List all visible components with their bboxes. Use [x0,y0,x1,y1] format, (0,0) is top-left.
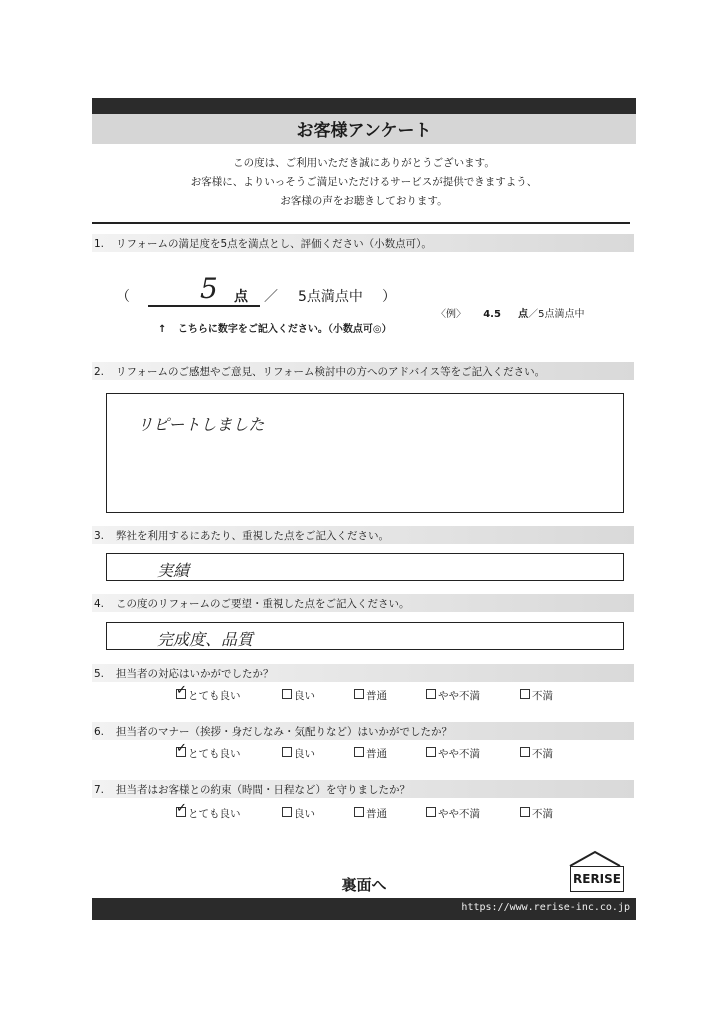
q1-text: リフォームの満足度を5点を満点とし、評価ください（小数点可）。 [116,238,432,250]
checkbox-icon[interactable] [354,807,364,817]
q6-option-very-good[interactable] [176,746,241,761]
q6-option-somewhat-dissatisfied[interactable] [426,746,480,761]
q5-option-average[interactable] [354,688,387,703]
q5-option-good[interactable] [282,688,315,703]
q2-number: 2. [94,366,105,378]
intro-text [92,154,636,211]
checkbox-icon[interactable] [520,807,530,817]
next-page-label: 裏面へ [341,876,387,894]
q6-label [94,724,452,739]
option-label: 良い [294,808,315,820]
intro-line: お客様の声をお聴きしております。 [280,195,448,207]
q1-example-value: 4.5 [483,309,501,320]
q1-hint-text: こちらに数字をご記入ください。（小数点可◎） [177,324,392,335]
checkbox-icon[interactable] [354,689,364,699]
up-arrow-icon: ↑ [158,324,167,335]
q3-number: 3. [94,530,105,542]
brand-logo: RERISE [570,866,624,892]
q3-answer-box[interactable] [106,553,624,581]
q1-example [436,305,584,320]
q7-text: 担当者はお客様との約束（時間・日程など）を守りましたか？ [116,784,410,796]
q1-scale: 5点満点中 [298,289,363,305]
option-label: 普通 [366,808,387,820]
checkbox-icon[interactable] [426,807,436,817]
q3-text: 弊社を利用するにあたり、重視した点をご記入ください。 [116,530,389,542]
q6-number: 6. [94,726,105,738]
checkbox-icon[interactable] [282,747,292,757]
checkbox-checked-icon[interactable] [176,689,186,699]
q1-example-label: 〈例〉 [436,309,466,320]
checkbox-icon[interactable] [426,747,436,757]
option-label: とても良い [188,690,241,702]
q6-text: 担当者のマナー（挨拶・身だしなみ・気配りなど）はいかがでしたか？ [116,726,452,738]
q4-answer-box[interactable] [106,622,624,650]
q5-label [94,666,274,681]
option-label: とても良い [188,808,241,820]
q5-text: 担当者の対応はいかがでしたか？ [116,668,274,680]
q6-option-good[interactable] [282,746,315,761]
q4-number: 4. [94,598,105,610]
option-label: 不満 [532,690,553,702]
q4-text: この度のリフォームのご要望・重視した点をご記入ください。 [116,598,410,610]
checkbox-icon[interactable] [354,747,364,757]
q2-label [94,364,545,379]
option-label: やや不満 [438,748,480,760]
q1-slash: ／ [264,289,278,305]
q1-hint [158,320,392,335]
q6-option-dissatisfied[interactable] [520,746,553,761]
checkbox-icon[interactable] [282,689,292,699]
website-url[interactable]: https://www.rerise-inc.co.jp [461,902,630,913]
q1-answer[interactable]: 5 [200,272,218,305]
q3-answer: 実績 [157,561,190,580]
option-label: やや不満 [438,690,480,702]
q2-answer-box[interactable] [106,393,624,513]
q7-option-good[interactable] [282,806,315,821]
q1-unit: 点 [234,289,248,305]
option-label: 不満 [532,808,553,820]
q1-label [94,236,432,251]
q4-label [94,596,409,611]
option-label: 普通 [366,690,387,702]
checkbox-icon[interactable] [520,747,530,757]
q1-example-scale: ／5点満点中 [528,309,585,320]
checkbox-icon[interactable] [426,689,436,699]
option-label: とても良い [188,748,241,760]
option-label: 良い [294,748,315,760]
q1-close-paren: ） [382,289,396,305]
q2-text: リフォームのご感想やご意見、リフォーム検討中の方へのアドバイス等をご記入ください。 [116,366,546,378]
q7-option-somewhat-dissatisfied[interactable] [426,806,480,821]
q5-number: 5. [94,668,105,680]
checkbox-icon[interactable] [520,689,530,699]
q1-open-paren: （ [116,289,130,305]
intro-line: この度は、ご利用いただき誠にありがとうございます。 [233,157,495,169]
q7-option-average[interactable] [354,806,387,821]
option-label: 不満 [532,748,553,760]
q5-option-very-good[interactable] [176,688,241,703]
q7-option-very-good[interactable] [176,806,241,821]
q1-number: 1. [94,238,105,250]
q7-label [94,782,410,797]
checkbox-icon[interactable] [282,807,292,817]
checkbox-checked-icon[interactable] [176,807,186,817]
q4-answer: 完成度、品質 [157,630,254,649]
option-label: 良い [294,690,315,702]
page-title: お客様アンケート [296,121,432,141]
q5-option-somewhat-dissatisfied[interactable] [426,688,480,703]
q3-label [94,528,389,543]
option-label: 普通 [366,748,387,760]
q6-option-average[interactable] [354,746,387,761]
top-bar [92,98,636,114]
checkbox-checked-icon[interactable] [176,747,186,757]
q7-option-dissatisfied[interactable] [520,806,553,821]
divider [92,222,630,224]
intro-line: お客様に、よりいっそうご満足いただけるサービスが提供できますよう、 [190,176,538,188]
survey-sheet [92,98,636,920]
q2-answer: リピートしました [137,415,265,434]
option-label: やや不満 [438,808,480,820]
q7-number: 7. [94,784,105,796]
q1-example-unit: 点 [518,309,529,320]
q5-option-dissatisfied[interactable] [520,688,553,703]
